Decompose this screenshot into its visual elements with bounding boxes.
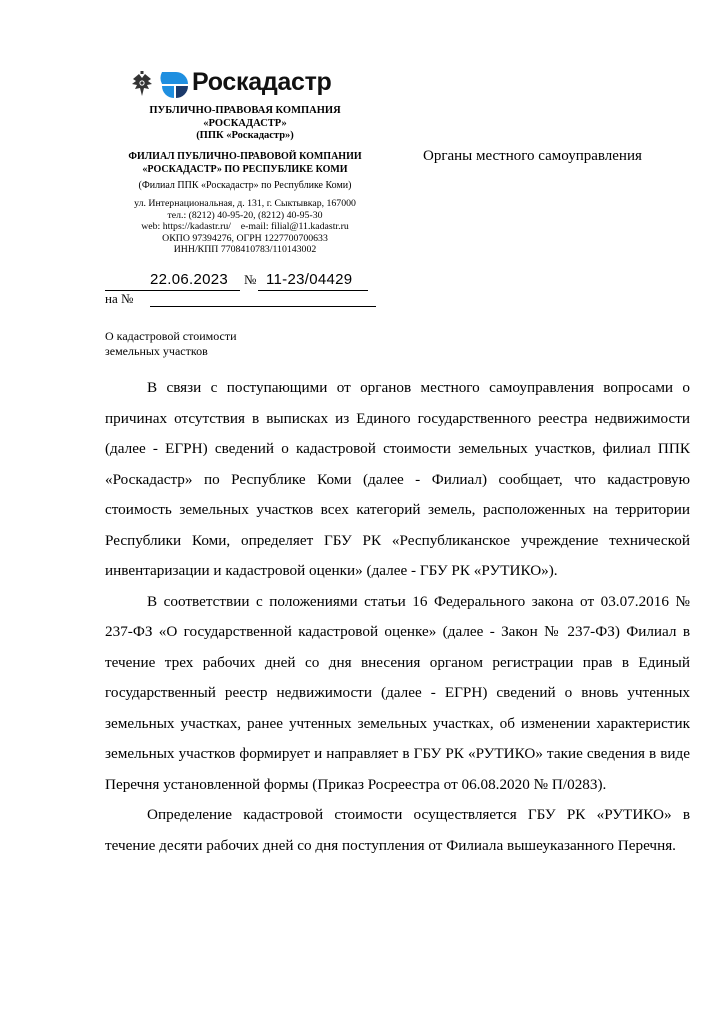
reference-label: на № — [105, 291, 134, 306]
phone-line: тел.: (8212) 40-95-20, (8212) 40-95-30 — [167, 209, 323, 221]
branch-short-name: (Филиал ППК «Роскадастр» по Республике Коми) — [138, 180, 352, 191]
contact-details — [100, 198, 390, 256]
web-email-line: web: https://kadastr.ru/ e-mail: filial@11.kadastr.ru — [141, 221, 349, 232]
branch-name-line: «РОСКАДАСТР» ПО РЕСПУБЛИКЕ КОМИ — [142, 163, 348, 175]
branch-name-line: ФИЛИАЛ ПУБЛИЧНО-ПРАВОВОЙ КОМПАНИИ — [128, 151, 362, 162]
registration-number: 11-23/04429 — [266, 271, 353, 288]
letter-body — [105, 373, 690, 861]
number-sign: № — [244, 272, 257, 287]
roskadastr-emblem-icon — [161, 72, 188, 98]
reference-underline — [150, 306, 376, 307]
paragraph: В связи с поступающими от органов местного самоуправления вопросами о причинах отсутствия в выписках из Единого государственного реестра недвижимости (далее - ЕГРН) сведений о кадастровой стоимости земельных участков, филиал ППК «Роскадастр» по Республике Коми (далее - Филиал) сообщает, что кадастровую стоимость земельных участков всех категорий земель, расположенных на территории Республики Коми, определяет ГБУ РК «Республиканское учреждение технической инвентаризации и кадастровой оценки» (далее - ГБУ РК «РУТИКО»). — [105, 379, 690, 579]
org-name-line: (ППК «Роскадастр») — [196, 130, 294, 141]
registration-date: 22.06.2023 — [150, 271, 229, 288]
subject — [105, 329, 237, 359]
inn-kpp-line: ИНН/КПП 7708410783/110143002 — [173, 244, 317, 255]
branch-name — [100, 151, 390, 176]
recipient: Органы местного самоуправления — [423, 148, 642, 164]
org-name-line: ПУБЛИЧНО-ПРАВОВАЯ КОМПАНИЯ — [149, 105, 341, 116]
org-name-line: «РОСКАДАСТР» — [203, 117, 287, 129]
okpo-ogrn-line: ОКПО 97394276, ОГРН 1227700700633 — [162, 232, 328, 244]
paragraph: В соответствии с положениями статьи 16 Федерального закона от 03.07.2016 № 237-ФЗ «О государственной кадастровой оценке» (далее - Закон № 237-ФЗ) Филиал в течение трех рабочих дней со дня внесения органом регистрации прав в Единый государственный реестр недвижимости (далее - ЕГРН) сведений о вновь учтенных земельных участках, ранее учтенных земельных участках, об изменении характеристик земельных участков формирует и направляет в ГБУ РК «РУТИКО» такие сведения в виде Перечня установленной формы (Приказ Росреестра от 06.08.2020 № П/0283). — [105, 592, 690, 793]
org-name — [100, 105, 390, 143]
number-underline — [258, 290, 368, 291]
subject-line: земельных участков — [105, 344, 208, 358]
coat-of-arms-icon — [132, 71, 152, 96]
paragraph: Определение кадастровой стоимости осуществляется ГБУ РК «РУТИКО» в течение десяти рабочих дней со дня поступления от Филиала вышеуказанного Перечня. — [105, 806, 690, 854]
logo-wordmark: Роскадастр — [192, 68, 332, 96]
subject-line: О кадастровой стоимости — [105, 329, 237, 343]
address-line: ул. Интернациональная, д. 131, г. Сыктывкар, 167000 — [134, 198, 356, 209]
